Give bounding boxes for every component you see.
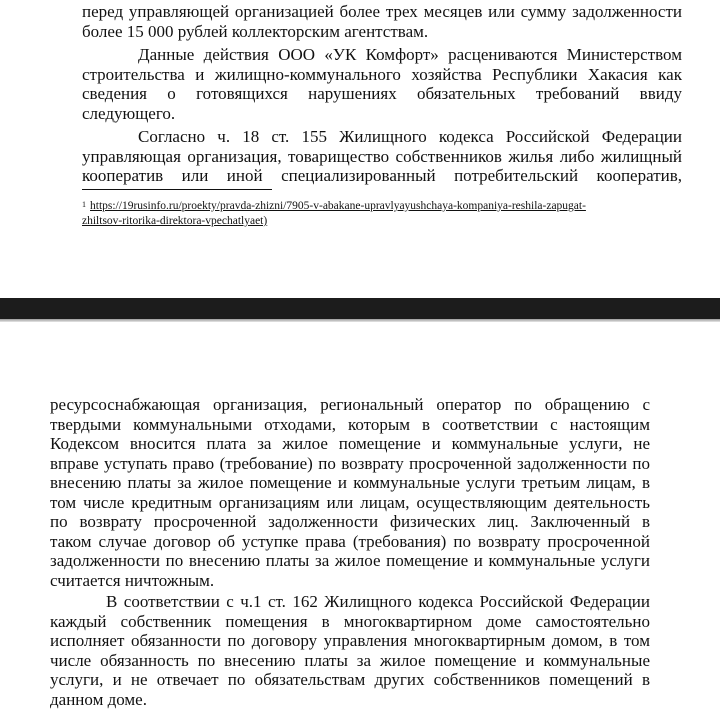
footnote-separator xyxy=(82,189,272,190)
text-line: таком случае договор об уступке права (требования) по возврату просроченной xyxy=(50,531,650,551)
page-top-paragraph-3 xyxy=(82,127,682,186)
text-line: Кодексом вносится плата за жилое помещение и коммунальные услуги, не xyxy=(50,434,650,453)
text-line: исполняет обязанности по договору управления многоквартирным домом, в том xyxy=(50,631,650,650)
footnote-marker: 1 xyxy=(82,200,86,209)
text-line: по возврату просроченной задолженности физических лиц. Заключенный в xyxy=(50,512,650,531)
text-line: задолженности по внесению платы за жилое помещение и коммунальные услуги xyxy=(50,551,650,570)
text-line-content: Согласно ч. 18 ст. 155 Жилищного кодекса Российской Федерации xyxy=(138,127,682,146)
footnote-link-continuation[interactable]: zhiltsov-ritorika-direktora-vpechatlyaet) xyxy=(82,215,268,227)
text-line-content: В соответствии с ч.1 ст. 162 Жилищного кодекса Российской Федерации xyxy=(106,592,650,611)
text-line xyxy=(50,592,650,612)
text-line: управляющая организация, товарищество собственников жилья либо жилищный xyxy=(82,146,682,166)
text-line: твердыми коммунальными отходами, которым в соответствии с настоящим xyxy=(50,414,650,434)
page-top-paragraph-2 xyxy=(82,45,682,123)
page-separator xyxy=(0,298,720,322)
page-top-text-block xyxy=(82,2,682,186)
text-line: ресурсоснабжающая организация, региональный оператор по обращению с xyxy=(50,395,650,414)
text-line xyxy=(82,45,682,65)
page-bottom-paragraph-1 xyxy=(50,395,650,590)
text-line: кооператив или иной специализированный потребительский кооператив, xyxy=(82,166,682,185)
page-top-paragraph-1 xyxy=(82,2,682,41)
text-line: сведения о готовящихся нарушениях обязательных требований ввиду xyxy=(82,84,682,103)
text-line: внесению платы за жилое помещение и коммунальные услуги третьим лицам, в xyxy=(50,473,650,492)
footnote xyxy=(82,199,682,229)
text-line: услуги, и не отвечает по обязательствам других собственников помещений в xyxy=(50,670,650,689)
text-line: вправе уступать право (требование) по возврату просроченной задолженности по xyxy=(50,453,650,473)
document-page-top xyxy=(0,0,720,298)
text-line: строительства и жилищно-коммунального хозяйства Республики Хакасия как xyxy=(82,64,682,84)
footnote-link[interactable]: https://19rusinfo.ru/proekty/pravda-zhizni/7905-v-abakane-upravlyayushchaya-kompaniya-reshila-zapugat- xyxy=(90,200,586,212)
text-line: данном доме. xyxy=(50,689,147,709)
text-line: перед управляющей организацией более трех месяцев или сумму задолженности xyxy=(82,2,682,21)
text-line: числе обязанность по внесению платы за жилое помещение и коммунальные xyxy=(50,650,650,670)
text-line xyxy=(82,127,682,147)
page-bottom-paragraph-2 xyxy=(50,592,650,709)
text-line: следующего. xyxy=(82,103,176,123)
text-line: том числе кредитным организациям или лицам, осуществляющим деятельность xyxy=(50,492,650,512)
text-line-content: Данные действия ООО «УК Комфорт» расцениваются Министерством xyxy=(138,45,682,64)
document-page-bottom xyxy=(0,322,720,717)
text-line: более 15 000 рублей коллекторским агентствам. xyxy=(82,21,429,41)
text-line: каждый собственник помещения в многоквартирном доме самостоятельно xyxy=(50,611,650,631)
page-bottom-text-block xyxy=(50,395,650,709)
text-line: считается ничтожным. xyxy=(50,570,215,590)
